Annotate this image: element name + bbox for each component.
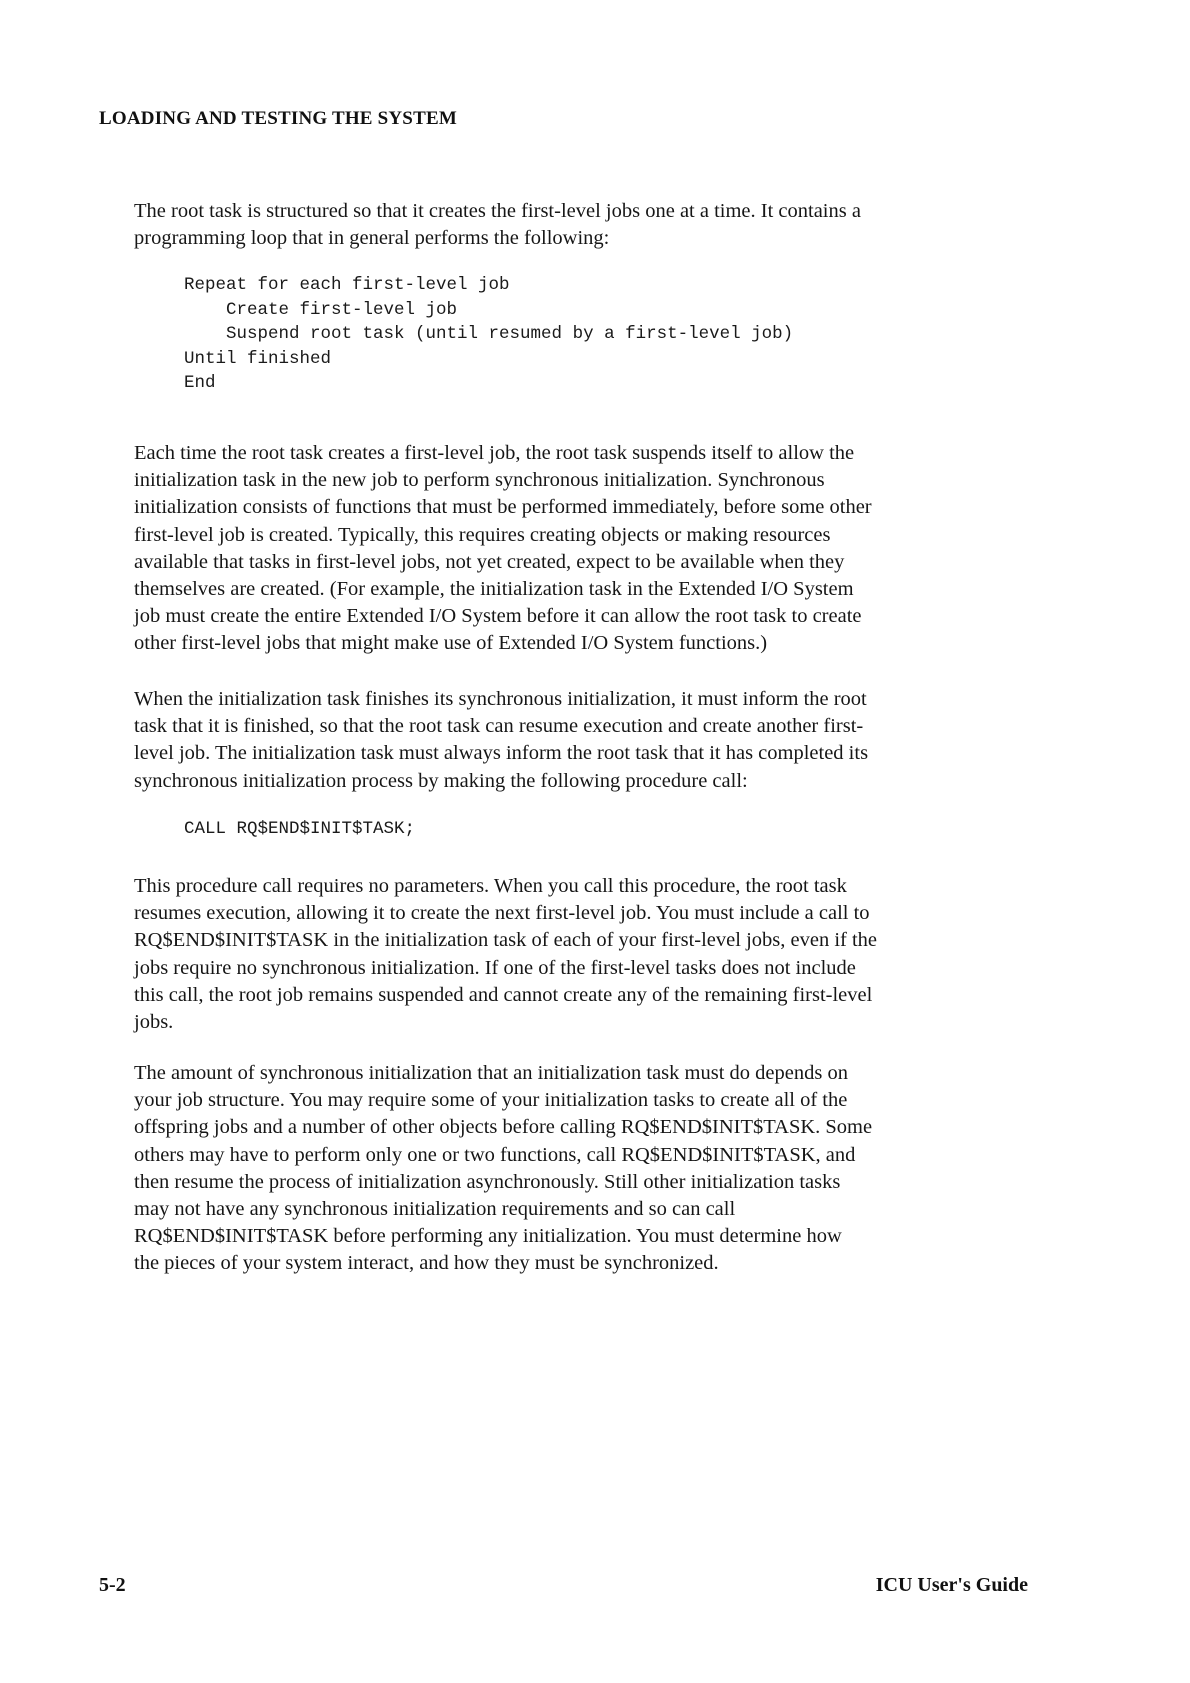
book-title: ICU User's Guide bbox=[875, 1574, 1028, 1596]
text-line: synchronous initialization process by making the following procedure call: bbox=[134, 769, 748, 792]
code-line: Until finished bbox=[184, 348, 332, 369]
text-line: jobs. bbox=[134, 1011, 174, 1034]
text-line: job must create the entire Extended I/O System before it can allow the root task to create bbox=[134, 605, 862, 628]
text-line: When the initialization task finishes its synchronous initialization, it must inform the root bbox=[134, 688, 867, 710]
text-line: The amount of synchronous initialization that an initialization task must do depends on bbox=[134, 1062, 848, 1084]
text-line: others may have to perform only one or two functions, call RQ$END$INIT$TASK, and bbox=[134, 1143, 856, 1166]
loop-code-block bbox=[184, 273, 793, 396]
text-line: The root task is structured so that it creates the first-level jobs one at a time. It contains a bbox=[134, 200, 861, 222]
code-line: Create first-level job bbox=[184, 299, 458, 320]
text-line: this call, the root job remains suspended and cannot create any of the remaining first-level bbox=[134, 983, 873, 1006]
code-line: Suspend root task (until resumed by a first-level job) bbox=[184, 324, 794, 344]
text-line: task that it is finished, so that the root task can resume execution and create another first- bbox=[134, 715, 864, 738]
text-line: Each time the root task creates a first-level job, the root task suspends itself to allow the bbox=[134, 442, 855, 464]
running-header: LOADING AND TESTING THE SYSTEM bbox=[99, 108, 457, 129]
text-line: then resume the process of initialization asynchronously. Still other initialization tasks bbox=[134, 1170, 841, 1193]
text-line: This procedure call requires no parameters. When you call this procedure, the root task bbox=[134, 875, 847, 897]
procedure-call-paragraph bbox=[134, 873, 1014, 1036]
text-line: the pieces of your system interact, and how they must be synchronized. bbox=[134, 1252, 719, 1275]
each-time-paragraph bbox=[134, 440, 1014, 658]
text-line: initialization consists of functions that must be performed immediately, before some other bbox=[134, 496, 872, 519]
text-line: other first-level jobs that might make use of Extended I/O System functions.) bbox=[134, 632, 768, 655]
text-line: offspring jobs and a number of other objects before calling RQ$END$INIT$TASK. Some bbox=[134, 1116, 873, 1139]
text-line: may not have any synchronous initialization requirements and so can call bbox=[134, 1198, 736, 1221]
code-line: Repeat for each first-level job bbox=[184, 275, 510, 295]
page-number: 5-2 bbox=[99, 1574, 126, 1596]
intro-paragraph bbox=[134, 198, 1014, 252]
text-line: initialization task in the new job to perform synchronous initialization. Synchronous bbox=[134, 469, 825, 492]
text-line: RQ$END$INIT$TASK before performing any initialization. You must determine how bbox=[134, 1225, 842, 1248]
text-line: resumes execution, allowing it to create the next first-level job. You must include a call to bbox=[134, 902, 870, 925]
amount-paragraph bbox=[134, 1060, 1014, 1278]
when-paragraph bbox=[134, 686, 1014, 795]
text-line: RQ$END$INIT$TASK in the initialization task of each of your first-level jobs, even if the bbox=[134, 929, 878, 952]
text-line: themselves are created. (For example, the initialization task in the Extended I/O System bbox=[134, 578, 854, 601]
text-line: level job. The initialization task must always inform the root task that it has completed its bbox=[134, 742, 869, 765]
text-line: your job structure. You may require some of your initialization tasks to create all of the bbox=[134, 1089, 848, 1112]
code-line: End bbox=[184, 373, 216, 393]
text-line: available that tasks in first-level jobs, not yet created, expect to be available when they bbox=[134, 550, 845, 573]
call-code-block bbox=[184, 817, 415, 842]
text-line: programming loop that in general performs the following: bbox=[134, 227, 610, 250]
code-line: CALL RQ$END$INIT$TASK; bbox=[184, 819, 416, 839]
text-line: first-level job is created. Typically, this requires creating objects or making resources bbox=[134, 523, 831, 546]
text-line: jobs require no synchronous initialization. If one of the first-level tasks does not include bbox=[134, 956, 856, 979]
